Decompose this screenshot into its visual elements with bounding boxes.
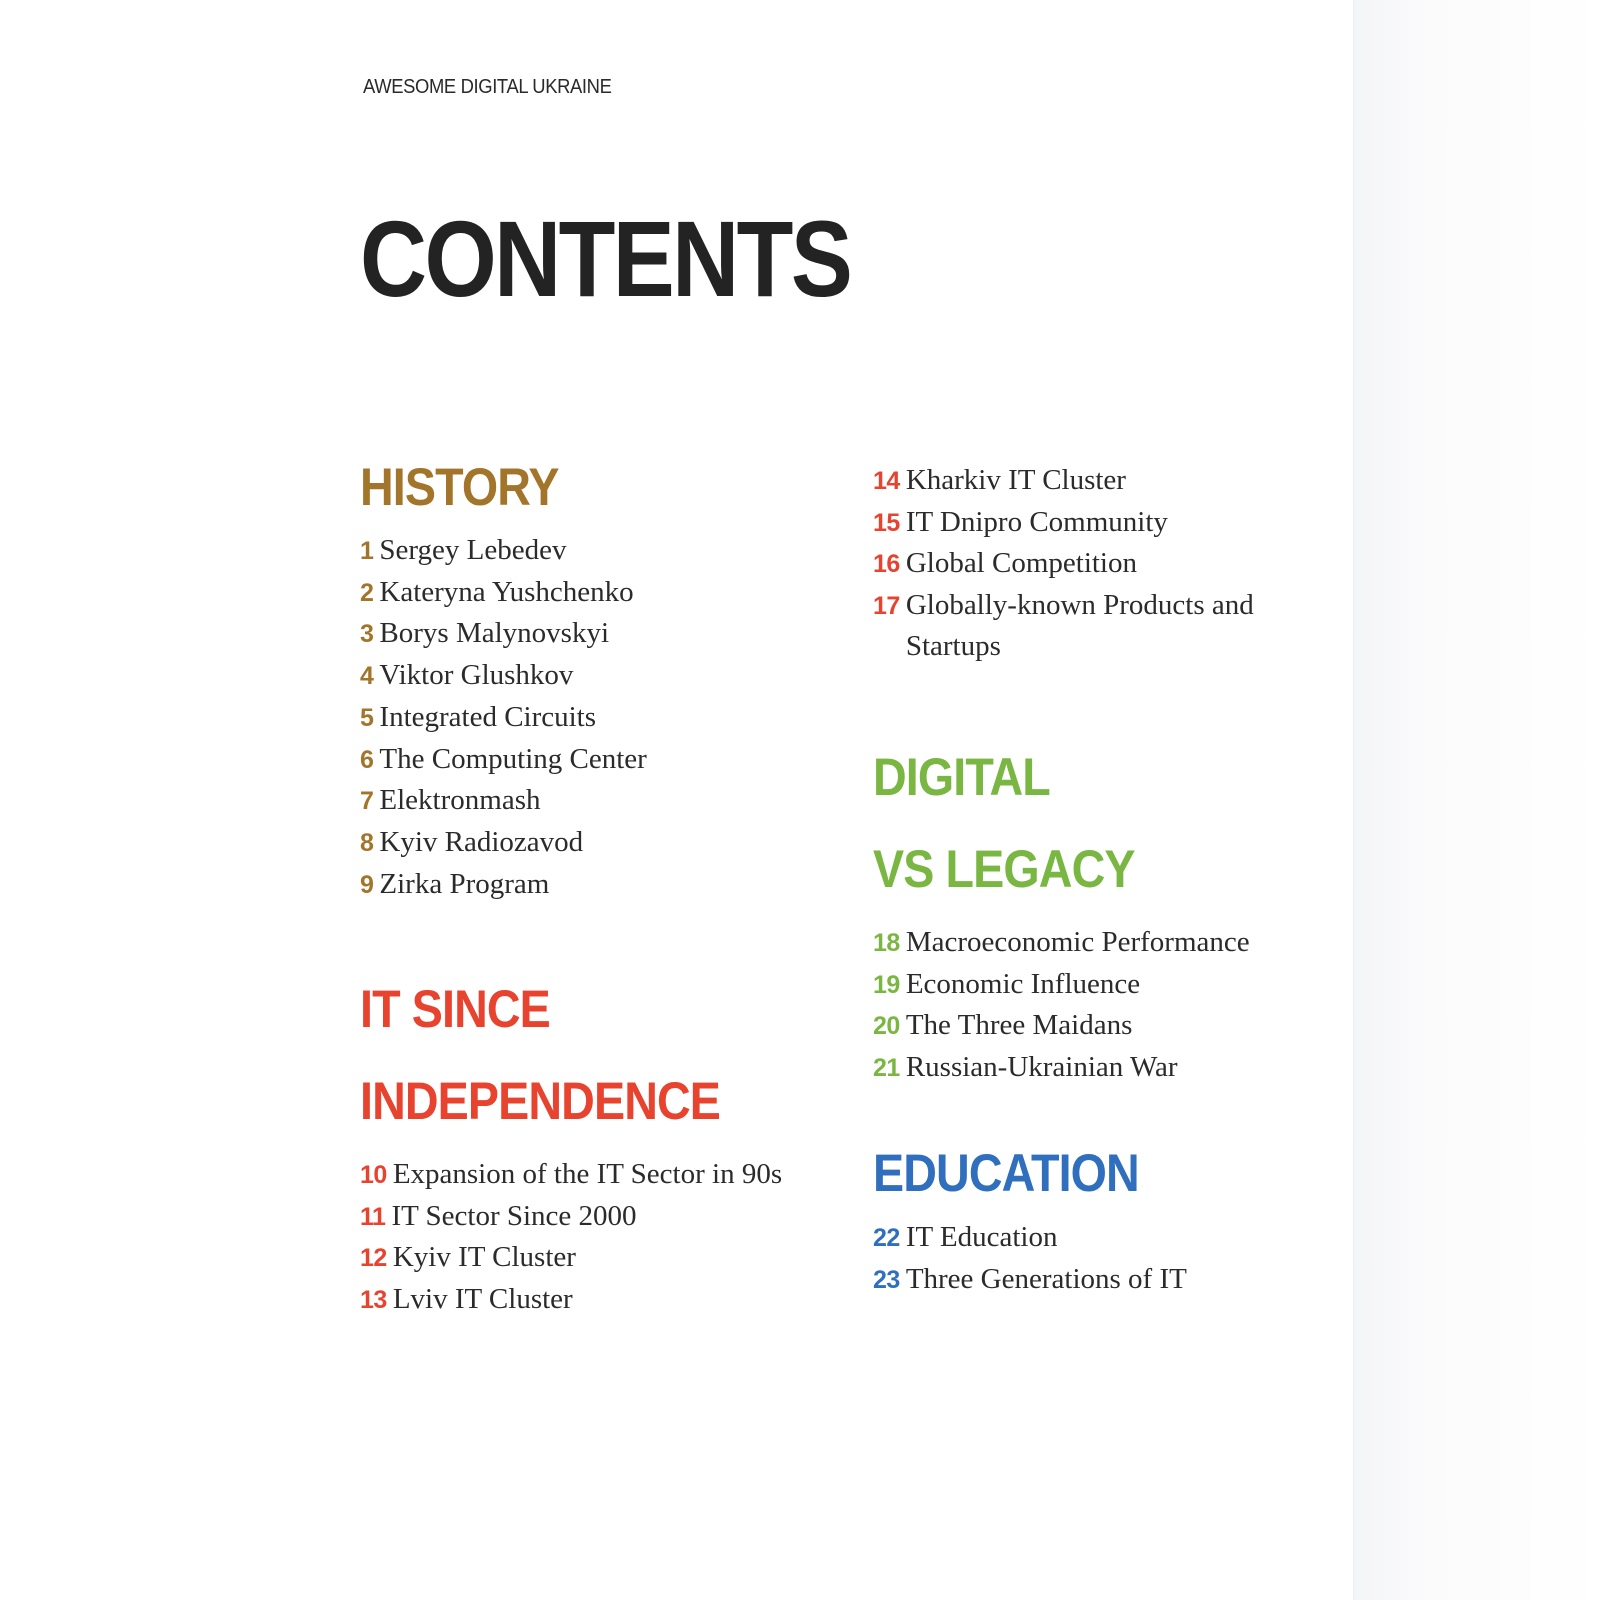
toc-entry[interactable]	[873, 460, 1254, 502]
entry-number: 21	[873, 1054, 900, 1083]
toc-entry[interactable]	[360, 613, 647, 655]
entry-title: Viktor Glushkov	[379, 659, 574, 692]
entry-number: 1	[360, 537, 374, 565]
entry-title: The Three Maidans	[905, 1009, 1133, 1042]
section-title-independence-line2: INDEPENDENCE	[360, 1072, 721, 1131]
entry-number: 19	[873, 970, 900, 999]
section-title-digital-line1: DIGITAL	[873, 748, 1050, 807]
section-title-history: HISTORY	[360, 458, 559, 517]
entry-number: 8	[360, 828, 374, 857]
toc-entry[interactable]	[873, 1005, 1250, 1047]
entry-title: IT Education	[905, 1221, 1058, 1253]
entry-number: 23	[873, 1265, 900, 1294]
section-independence	[360, 970, 782, 1321]
education-list	[873, 1217, 1187, 1300]
entry-title: Economic Influence	[905, 967, 1141, 1000]
section-title-independence-line1: IT SINCE	[360, 980, 550, 1039]
toc-entry[interactable]	[360, 1196, 782, 1238]
entry-number: 7	[360, 787, 374, 816]
entry-title: IT Sector Since 2000	[391, 1199, 637, 1232]
entry-number: 14	[873, 467, 900, 495]
entry-title: Kateryna Yushchenko	[379, 575, 634, 608]
toc-entry[interactable]	[360, 530, 647, 572]
entry-title: Kyiv Radiozavod	[379, 825, 584, 858]
entry-title: Russian-Ukrainian War	[905, 1051, 1178, 1084]
independence-list	[360, 1154, 782, 1321]
section-title-digital-line2: VS LEGACY	[873, 840, 1135, 899]
section-history	[360, 448, 647, 905]
section-independence-continued	[873, 460, 1254, 667]
history-list	[360, 530, 647, 905]
entry-number: 6	[360, 745, 374, 774]
section-title-education: EDUCATION	[873, 1144, 1139, 1203]
toc-entry[interactable]	[873, 1047, 1250, 1089]
section-digital	[873, 738, 1250, 1089]
entry-number: 17	[873, 592, 900, 621]
entry-title: IT Dnipro Community	[905, 505, 1168, 538]
toc-entry[interactable]	[360, 1237, 782, 1279]
toc-entry[interactable]	[360, 739, 647, 781]
digital-list	[873, 922, 1250, 1089]
toc-entry[interactable]	[360, 1154, 782, 1196]
entry-number: 13	[360, 1286, 387, 1315]
entry-title: Macroeconomic Performance	[905, 926, 1250, 958]
entry-title: Global Competition	[905, 547, 1137, 580]
entry-title: The Computing Center	[379, 742, 647, 775]
entry-number: 15	[873, 508, 900, 537]
entry-title: Zirka Program	[379, 867, 550, 900]
toc-entry[interactable]	[360, 1279, 782, 1321]
entry-number: 9	[360, 870, 374, 899]
toc-entry[interactable]	[873, 1259, 1187, 1301]
toc-entry[interactable]	[873, 543, 1254, 585]
entry-number: 16	[873, 550, 900, 579]
entry-title: Globally-known Products and Startups	[905, 589, 1254, 662]
toc-entry[interactable]	[360, 864, 647, 906]
entry-number: 11	[360, 1202, 386, 1231]
entry-title: Three Generations of IT	[905, 1262, 1187, 1295]
entry-title: Borys Malynovskyi	[379, 617, 609, 650]
entry-title: Kyiv IT Cluster	[392, 1241, 576, 1274]
entry-number: 3	[360, 620, 374, 649]
entry-number: 4	[360, 662, 374, 691]
toc-entry[interactable]	[360, 697, 647, 739]
toc-entry[interactable]	[360, 572, 647, 614]
toc-entry[interactable]	[873, 1217, 1187, 1259]
entry-title: Elektronmash	[379, 784, 541, 817]
entry-title: Sergey Lebedev	[379, 534, 567, 566]
toc-entry[interactable]	[873, 585, 1254, 666]
entry-number: 10	[360, 1161, 387, 1189]
entry-title: Integrated Circuits	[379, 700, 597, 733]
entry-number: 22	[873, 1224, 900, 1252]
entry-title: Kharkiv IT Cluster	[905, 464, 1126, 496]
page-title: CONTENTS	[360, 198, 851, 319]
toc-entry[interactable]	[873, 502, 1254, 544]
toc-entry[interactable]	[360, 780, 647, 822]
toc-entry[interactable]	[873, 964, 1250, 1006]
page-edge	[1353, 0, 1600, 1600]
toc-entry[interactable]	[873, 922, 1250, 964]
entry-number: 12	[360, 1244, 387, 1273]
entry-number: 2	[360, 578, 374, 607]
entry-title: Expansion of the IT Sector in 90s	[392, 1158, 783, 1190]
toc-entry[interactable]	[360, 655, 647, 697]
section-education	[873, 1143, 1187, 1300]
entry-number: 5	[360, 703, 374, 732]
entry-number: 20	[873, 1012, 900, 1041]
entry-number: 18	[873, 929, 900, 957]
entry-title: Lviv IT Cluster	[392, 1283, 573, 1316]
independence-list-continued	[873, 460, 1254, 667]
toc-entry[interactable]	[360, 822, 647, 864]
running-head: AWESOME DIGITAL UKRAINE	[363, 76, 612, 98]
